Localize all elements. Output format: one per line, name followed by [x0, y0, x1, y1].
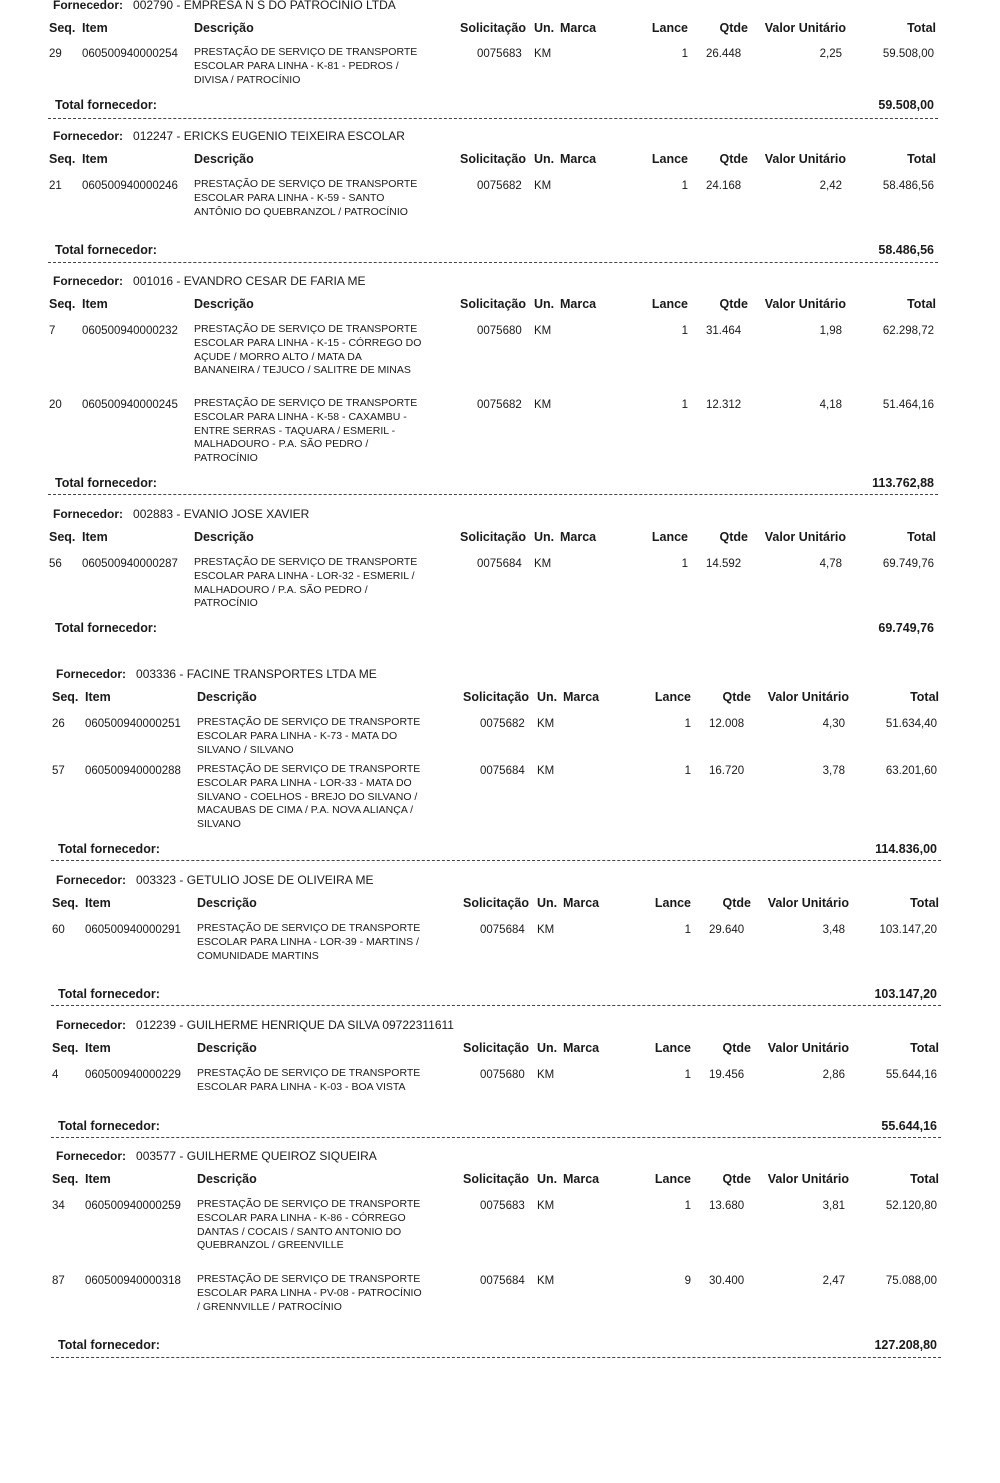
supplier-code: 002883 [133, 507, 174, 521]
item-total: 69.749,76 [882, 558, 934, 570]
supplier-separator: - [176, 1018, 187, 1032]
item-unit: KM [534, 48, 552, 60]
header-item: Item [82, 152, 108, 166]
header-solicitacao: Solicitação [463, 1041, 529, 1055]
item-description: PRESTAÇÃO DE SERVIÇO DE TRANSPORTE ESCOLAR PARA LINHA - K-59 - SANTO ANTÔNIO DO QUEBRANZOL / PATROCÍNIO [194, 178, 418, 218]
header-solicitacao: Solicitação [460, 297, 526, 311]
item-solicitacao: 0075684 [480, 765, 525, 777]
header-un: Un. [534, 530, 555, 544]
section-divider [48, 118, 938, 119]
header-total: Total [907, 530, 936, 544]
supplier-heading [56, 1149, 377, 1163]
header-marca: Marca [563, 690, 600, 704]
header-solicitacao: Solicitação [460, 152, 526, 166]
supplier-name: EMPRESA N S DO PATROCINIO LTDA [183, 0, 396, 12]
item-qtde: 26.448 [706, 48, 742, 60]
supplier-heading [53, 129, 405, 143]
item-unit: KM [537, 718, 555, 730]
item-unit: KM [534, 325, 552, 337]
item-solicitacao: 0075680 [477, 325, 522, 337]
supplier-total-label: Total fornecedor: [55, 476, 157, 490]
item-lance: 1 [684, 765, 691, 777]
supplier-total-label: Total fornecedor: [55, 243, 157, 257]
item-total: 103.147,20 [879, 924, 937, 936]
header-seq: Seq. [52, 896, 79, 910]
item-unit: KM [534, 180, 552, 192]
header-descricao: Descrição [194, 297, 254, 311]
item-code: 060500940000245 [82, 399, 178, 411]
item-code: 060500940000232 [82, 325, 178, 337]
supplier-total-label: Total fornecedor: [58, 1119, 160, 1133]
item-qtde: 24.168 [706, 180, 742, 192]
item-lance: 1 [684, 924, 691, 936]
item-solicitacao: 0075682 [480, 718, 525, 730]
supplier-separator: - [173, 0, 184, 12]
supplier-total-value: 114.836,00 [875, 842, 937, 856]
section-divider [51, 1357, 941, 1358]
item-solicitacao: 0075683 [480, 1200, 525, 1212]
supplier-separator: - [173, 129, 184, 143]
supplier-label: Fornecedor: [53, 507, 124, 521]
supplier-total-label: Total fornecedor: [55, 98, 157, 112]
header-valor-unitario: Valor Unitário [764, 297, 846, 311]
header-marca: Marca [563, 896, 600, 910]
supplier-heading [53, 507, 309, 521]
header-valor-unitario: Valor Unitário [767, 896, 849, 910]
header-descricao: Descrição [194, 530, 254, 544]
item-seq: 4 [52, 1069, 59, 1081]
item-code: 060500940000291 [85, 924, 181, 936]
item-description: PRESTAÇÃO DE SERVIÇO DE TRANSPORTE ESCOLAR PARA LINHA - K-86 - CÓRREGO DANTAS / COCAIS / SANTO ANTONIO DO QUEBRANZOL / GREENVILLE [197, 1198, 421, 1252]
item-valor-unitario: 4,30 [822, 718, 845, 730]
item-seq: 7 [49, 325, 56, 337]
header-lance: Lance [651, 297, 688, 311]
header-un: Un. [534, 152, 555, 166]
item-seq: 57 [52, 765, 65, 777]
item-solicitacao: 0075682 [477, 399, 522, 411]
supplier-label: Fornecedor: [53, 129, 124, 143]
item-solicitacao: 0075683 [477, 48, 522, 60]
item-valor-unitario: 2,86 [822, 1069, 845, 1081]
section-divider [51, 860, 941, 861]
item-seq: 26 [52, 718, 65, 730]
header-item: Item [85, 690, 111, 704]
header-total: Total [907, 297, 936, 311]
header-solicitacao: Solicitação [460, 530, 526, 544]
section-divider [48, 494, 938, 495]
section-divider [51, 1137, 941, 1138]
item-total: 51.634,40 [885, 718, 937, 730]
column-header [0, 297, 1000, 313]
item-description: PRESTAÇÃO DE SERVIÇO DE TRANSPORTE ESCOLAR PARA LINHA - K-58 - CAXAMBU - ENTRE SERRAS - TAQUARA / ESMERIL - MALHADOURO - P.A. SÃO PEDRO / PATROCÍNIO [194, 397, 418, 465]
header-solicitacao: Solicitação [463, 1172, 529, 1186]
supplier-heading [56, 873, 373, 887]
item-lance: 1 [681, 180, 688, 192]
supplier-label: Fornecedor: [53, 0, 124, 12]
header-valor-unitario: Valor Unitário [767, 1041, 849, 1055]
item-lance: 1 [684, 1200, 691, 1212]
header-marca: Marca [560, 530, 597, 544]
item-unit: KM [537, 924, 555, 936]
item-qtde: 29.640 [709, 924, 745, 936]
item-total: 51.464,16 [882, 399, 934, 411]
supplier-total-value: 58.486,56 [878, 243, 934, 257]
item-lance: 1 [684, 718, 691, 730]
supplier-label: Fornecedor: [56, 1018, 127, 1032]
header-solicitacao: Solicitação [460, 21, 526, 35]
item-seq: 34 [52, 1200, 65, 1212]
supplier-total-value: 55.644,16 [881, 1119, 937, 1133]
supplier-label: Fornecedor: [56, 873, 127, 887]
item-description: PRESTAÇÃO DE SERVIÇO DE TRANSPORTE ESCOLAR PARA LINHA - K-03 - BOA VISTA [197, 1067, 421, 1093]
column-header [0, 690, 1000, 706]
column-header [0, 1172, 1000, 1188]
supplier-total-value: 127.208,80 [874, 1338, 937, 1352]
item-valor-unitario: 2,42 [819, 180, 842, 192]
supplier-name: EVANIO JOSE XAVIER [183, 507, 310, 521]
supplier-total-value: 113.762,88 [872, 476, 934, 490]
item-unit: KM [537, 1275, 555, 1287]
item-solicitacao: 0075684 [480, 1275, 525, 1287]
item-description: PRESTAÇÃO DE SERVIÇO DE TRANSPORTE ESCOLAR PARA LINHA - LOR-33 - MATA DO SILVANO - COELHOS - BREJO DO SILVANO / MACAUBAS DE CIMA / P.A. NOVA ALIANÇA / SILVANO [197, 763, 421, 831]
supplier-separator: - [173, 274, 184, 288]
item-total: 55.644,16 [885, 1069, 937, 1081]
header-un: Un. [534, 21, 555, 35]
supplier-heading [53, 274, 366, 288]
item-valor-unitario: 1,98 [819, 325, 842, 337]
header-seq: Seq. [49, 152, 76, 166]
column-header [0, 530, 1000, 546]
item-lance: 1 [681, 325, 688, 337]
supplier-total-label: Total fornecedor: [58, 842, 160, 856]
item-lance: 1 [681, 558, 688, 570]
item-total: 58.486,56 [882, 180, 934, 192]
supplier-name: GUILHERME QUEIROZ SIQUEIRA [186, 1149, 377, 1163]
header-item: Item [82, 21, 108, 35]
section-divider [48, 262, 938, 263]
item-description: PRESTAÇÃO DE SERVIÇO DE TRANSPORTE ESCOLAR PARA LINHA - LOR-32 - ESMERIL / MALHADOURO / P.A. SÃO PEDRO / PATROCÍNIO [194, 556, 418, 610]
header-marca: Marca [560, 21, 597, 35]
item-total: 52.120,80 [885, 1200, 937, 1212]
header-un: Un. [537, 896, 558, 910]
supplier-name: ERICKS EUGENIO TEIXEIRA ESCOLAR [183, 129, 405, 143]
item-valor-unitario: 3,81 [822, 1200, 845, 1212]
header-lance: Lance [651, 21, 688, 35]
supplier-code: 002790 [133, 0, 174, 12]
item-lance: 1 [684, 1069, 691, 1081]
header-lance: Lance [654, 1172, 691, 1186]
header-seq: Seq. [49, 297, 76, 311]
item-qtde: 16.720 [709, 765, 745, 777]
item-lance: 1 [681, 399, 688, 411]
item-unit: KM [534, 558, 552, 570]
header-lance: Lance [654, 1041, 691, 1055]
header-seq: Seq. [52, 1041, 79, 1055]
item-total: 62.298,72 [882, 325, 934, 337]
header-un: Un. [537, 1172, 558, 1186]
item-lance: 1 [681, 48, 688, 60]
supplier-name: EVANDRO CESAR DE FARIA ME [183, 274, 366, 288]
item-seq: 60 [52, 924, 65, 936]
item-seq: 21 [49, 180, 62, 192]
header-item: Item [82, 530, 108, 544]
header-qtde: Qtde [719, 21, 748, 35]
header-un: Un. [537, 1041, 558, 1055]
header-item: Item [85, 1172, 111, 1186]
header-descricao: Descrição [197, 1041, 257, 1055]
header-un: Un. [534, 297, 555, 311]
item-qtde: 14.592 [706, 558, 742, 570]
item-valor-unitario: 3,48 [822, 924, 845, 936]
item-unit: KM [537, 1069, 555, 1081]
supplier-heading [56, 1018, 454, 1032]
supplier-label: Fornecedor: [56, 1149, 127, 1163]
header-total: Total [907, 152, 936, 166]
item-qtde: 12.008 [709, 718, 745, 730]
item-unit: KM [537, 765, 555, 777]
header-lance: Lance [651, 530, 688, 544]
supplier-label: Fornecedor: [53, 274, 124, 288]
item-description: PRESTAÇÃO DE SERVIÇO DE TRANSPORTE ESCOLAR PARA LINHA - K-81 - PEDROS / DIVISA / PATROCÍNIO [194, 46, 418, 86]
column-header [0, 1041, 1000, 1057]
header-descricao: Descrição [194, 21, 254, 35]
item-qtde: 19.456 [709, 1069, 745, 1081]
item-valor-unitario: 4,78 [819, 558, 842, 570]
supplier-separator: - [176, 1149, 187, 1163]
supplier-code: 012239 [136, 1018, 177, 1032]
header-qtde: Qtde [719, 530, 748, 544]
item-lance: 9 [684, 1275, 691, 1287]
item-valor-unitario: 4,18 [819, 399, 842, 411]
item-solicitacao: 0075684 [477, 558, 522, 570]
column-header [0, 152, 1000, 168]
header-qtde: Qtde [722, 1041, 751, 1055]
item-solicitacao: 0075680 [480, 1069, 525, 1081]
header-qtde: Qtde [722, 690, 751, 704]
item-total: 75.088,00 [885, 1275, 937, 1287]
header-valor-unitario: Valor Unitário [764, 530, 846, 544]
supplier-code: 003336 [136, 667, 177, 681]
header-total: Total [910, 690, 939, 704]
item-unit: KM [537, 1200, 555, 1212]
item-solicitacao: 0075684 [480, 924, 525, 936]
item-valor-unitario: 2,47 [822, 1275, 845, 1287]
item-code: 060500940000229 [85, 1069, 181, 1081]
header-marca: Marca [560, 152, 597, 166]
item-code: 060500940000287 [82, 558, 178, 570]
item-qtde: 13.680 [709, 1200, 745, 1212]
header-solicitacao: Solicitação [463, 690, 529, 704]
item-qtde: 31.464 [706, 325, 742, 337]
column-header [0, 21, 1000, 37]
supplier-total-label: Total fornecedor: [58, 1338, 160, 1352]
item-code: 060500940000318 [85, 1275, 181, 1287]
header-seq: Seq. [52, 1172, 79, 1186]
supplier-total-label: Total fornecedor: [55, 621, 157, 635]
header-item: Item [82, 297, 108, 311]
header-lance: Lance [654, 896, 691, 910]
header-valor-unitario: Valor Unitário [767, 1172, 849, 1186]
item-qtde: 12.312 [706, 399, 742, 411]
supplier-total-label: Total fornecedor: [58, 987, 160, 1001]
supplier-name: GETULIO JOSE DE OLIVEIRA ME [186, 873, 374, 887]
header-qtde: Qtde [719, 297, 748, 311]
header-lance: Lance [654, 690, 691, 704]
supplier-name: FACINE TRANSPORTES LTDA ME [186, 667, 377, 681]
supplier-total-value: 59.508,00 [878, 98, 934, 112]
column-header [0, 896, 1000, 912]
item-description: PRESTAÇÃO DE SERVIÇO DE TRANSPORTE ESCOLAR PARA LINHA - LOR-39 - MARTINS / COMUNIDADE MARTINS [197, 922, 421, 962]
header-total: Total [910, 896, 939, 910]
header-qtde: Qtde [722, 896, 751, 910]
header-seq: Seq. [52, 690, 79, 704]
item-total: 59.508,00 [882, 48, 934, 60]
supplier-total-value: 103.147,20 [874, 987, 937, 1001]
item-seq: 56 [49, 558, 62, 570]
header-item: Item [85, 896, 111, 910]
supplier-separator: - [173, 507, 184, 521]
item-description: PRESTAÇÃO DE SERVIÇO DE TRANSPORTE ESCOLAR PARA LINHA - PV-08 - PATROCÍNIO / GRENNVILLE / PATROCÍNIO [197, 1273, 422, 1313]
supplier-code: 012247 [133, 129, 174, 143]
header-descricao: Descrição [197, 1172, 257, 1186]
header-total: Total [907, 21, 936, 35]
supplier-total-value: 69.749,76 [878, 621, 934, 635]
header-un: Un. [537, 690, 558, 704]
supplier-code: 003577 [136, 1149, 177, 1163]
item-solicitacao: 0075682 [477, 180, 522, 192]
header-marca: Marca [563, 1172, 600, 1186]
item-valor-unitario: 2,25 [819, 48, 842, 60]
supplier-name: GUILHERME HENRIQUE DA SILVA 09722311611 [186, 1018, 454, 1032]
supplier-heading [53, 0, 396, 12]
header-seq: Seq. [49, 21, 76, 35]
supplier-code: 001016 [133, 274, 174, 288]
item-seq: 29 [49, 48, 62, 60]
item-total: 63.201,60 [885, 765, 937, 777]
item-valor-unitario: 3,78 [822, 765, 845, 777]
header-valor-unitario: Valor Unitário [764, 21, 846, 35]
header-total: Total [910, 1041, 939, 1055]
header-marca: Marca [563, 1041, 600, 1055]
header-descricao: Descrição [197, 690, 257, 704]
header-marca: Marca [560, 297, 597, 311]
header-seq: Seq. [49, 530, 76, 544]
item-code: 060500940000288 [85, 765, 181, 777]
item-seq: 20 [49, 399, 62, 411]
supplier-heading [56, 667, 377, 681]
header-valor-unitario: Valor Unitário [767, 690, 849, 704]
header-lance: Lance [651, 152, 688, 166]
header-descricao: Descrição [197, 896, 257, 910]
item-unit: KM [534, 399, 552, 411]
header-total: Total [910, 1172, 939, 1186]
supplier-label: Fornecedor: [56, 667, 127, 681]
item-code: 060500940000251 [85, 718, 181, 730]
header-solicitacao: Solicitação [463, 896, 529, 910]
supplier-separator: - [176, 667, 187, 681]
header-qtde: Qtde [719, 152, 748, 166]
item-description: PRESTAÇÃO DE SERVIÇO DE TRANSPORTE ESCOLAR PARA LINHA - K-73 - MATA DO SILVANO / SILVANO [197, 716, 421, 756]
supplier-separator: - [176, 873, 187, 887]
header-descricao: Descrição [194, 152, 254, 166]
item-seq: 87 [52, 1275, 65, 1287]
supplier-code: 003323 [136, 873, 177, 887]
item-description: PRESTAÇÃO DE SERVIÇO DE TRANSPORTE ESCOLAR PARA LINHA - K-15 - CÓRREGO DO AÇUDE / MORRO ALTO / MATA DA BANANEIRA / TEJUCO / SALITRE DE MINAS [194, 323, 422, 377]
header-qtde: Qtde [722, 1172, 751, 1186]
item-code: 060500940000259 [85, 1200, 181, 1212]
item-qtde: 30.400 [709, 1275, 745, 1287]
section-divider [51, 1005, 941, 1006]
header-valor-unitario: Valor Unitário [764, 152, 846, 166]
header-item: Item [85, 1041, 111, 1055]
item-code: 060500940000254 [82, 48, 178, 60]
item-code: 060500940000246 [82, 180, 178, 192]
